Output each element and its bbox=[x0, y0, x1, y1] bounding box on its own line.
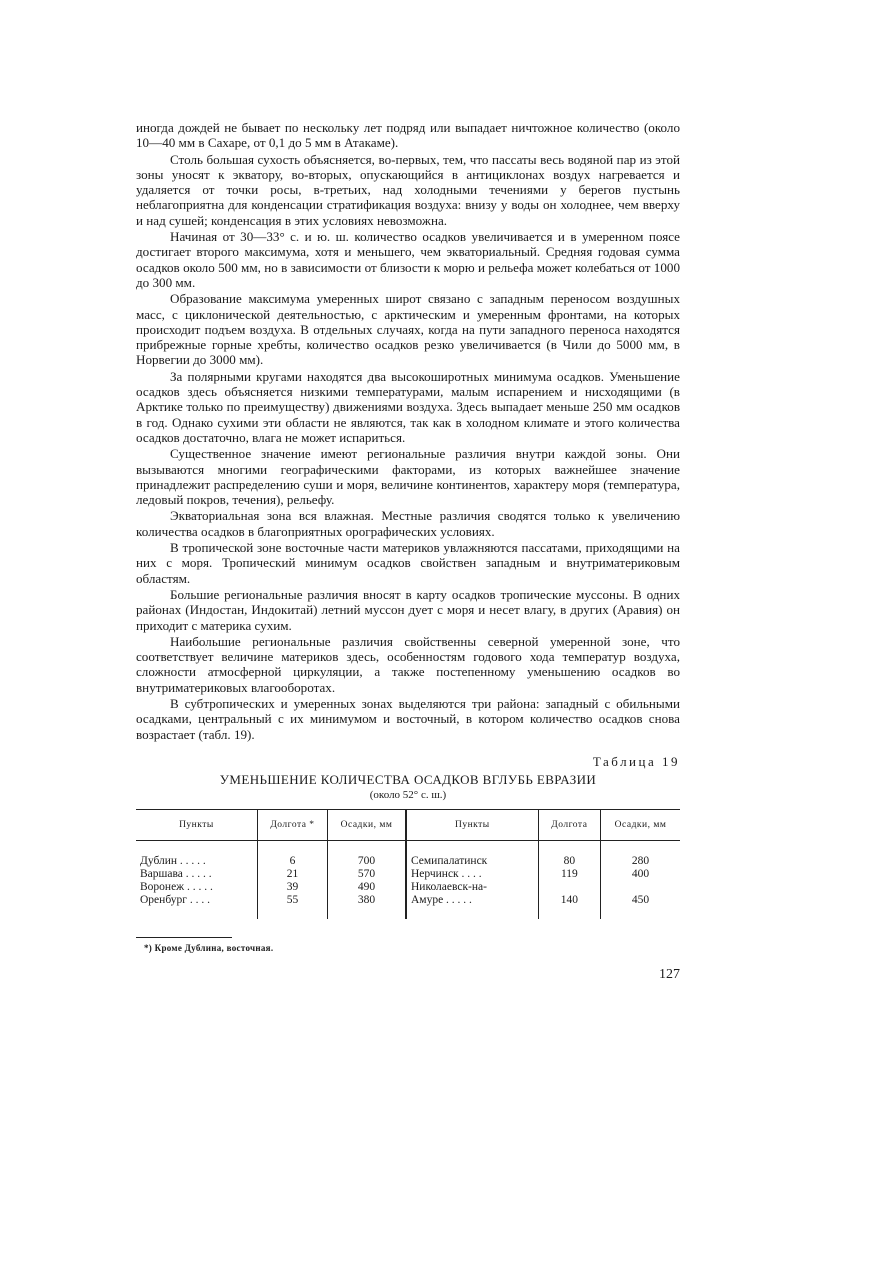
table-header-row bbox=[136, 809, 680, 840]
footnote: *) Кроме Дублина, восточная. bbox=[144, 942, 274, 953]
table-cell-l-lon: 21 bbox=[257, 868, 327, 881]
paragraph: Большие региональные различия вносят в карту осадков тропические муссоны. В одних районах (Индостан, Индокитай) летний муссон дует с моря и несет влагу, в других (Аравия) он приходит с материка сухим. bbox=[136, 586, 680, 633]
precipitation-table bbox=[136, 809, 680, 919]
table-cell-l-pr: 490 bbox=[328, 881, 406, 894]
header-precip-right: Осадки, мм bbox=[601, 809, 680, 840]
table-cell-r-pr: 400 bbox=[601, 868, 680, 881]
paragraph: Образование максимума умеренных широт связано с западным переносом воздушных масс, с циклонической деятельностью, с арктическим и умеренным фронтами, на которых происходит подъем воздуха. В отдельных случаях, когда на пути западного переноса находятся прибрежные горные хребты, количество осадков резко увеличивается (в Чили до 5000 мм, в Норвегии до 3000 мм). bbox=[136, 291, 680, 368]
table-title: УМЕНЬШЕНИЕ КОЛИЧЕСТВА ОСАДКОВ ВГЛУБЬ ЕВРАЗИИ bbox=[219, 771, 597, 787]
table-cell-r-name: Амуре . . . . . bbox=[406, 894, 538, 919]
table-cell-l-pr: 380 bbox=[328, 894, 406, 919]
table-cell-r-pr bbox=[601, 881, 680, 894]
paragraph: Столь большая сухость объясняется, во-первых, тем, что пассаты весь водяной пар из этой зоны уносят к экватору, во-вторых, опускающийся в антициклонах воздух нагревается и удаляется от точки росы, в-третьих, над холодными течениями у берегов пустынь неблагоприятна для конденсации стратификация воздуха: внизу у воды он холоднее, чем вверху и над сушей; конденсация в этих условиях невозможна. bbox=[136, 151, 680, 228]
table-cell-l-pr: 570 bbox=[328, 868, 406, 881]
table-cell-l-pr: 700 bbox=[328, 840, 406, 868]
table-cell-l-name: Варшава . . . . . bbox=[140, 867, 212, 880]
header-longitude-right: Долгота bbox=[538, 809, 600, 840]
table-caption: Таблица 19 bbox=[592, 753, 680, 769]
table-cell-l-lon: 55 bbox=[257, 894, 327, 919]
paragraph: В субтропических и умеренных зонах выделяются три района: западный с обильными осадками, центральный с их минимумом и восточный, в котором количество осадков снова возрастает (табл. 19). bbox=[136, 695, 680, 742]
paragraph: За полярными кругами находятся два высокоширотных минимума осадков. Уменьшение осадков здесь объясняется низкими температурами, малым испарением и нисходящими (в Арктике только по преимуществу) движениями воздуха. Здесь выпадает меньше 250 мм осадков в год. Однако сухими эти области не являются, так как в холодном климате и этого количества осадков достаточно, влага не может испариться. bbox=[136, 368, 680, 445]
header-points-right: Пункты bbox=[406, 809, 538, 840]
table-cell-l-name: Воронеж . . . . . bbox=[140, 880, 213, 893]
table-cell-r-name: Семипалатинск bbox=[406, 840, 538, 868]
body-text bbox=[136, 120, 680, 742]
table-cell-l-lon: 39 bbox=[257, 881, 327, 894]
table-cell-l-lon: 6 bbox=[257, 840, 327, 868]
table-cell-l-name: Дублин . . . . . bbox=[140, 854, 206, 867]
table-cell-r-lon: 140 bbox=[538, 894, 600, 919]
table-subtitle: (около 52° с. ш.) bbox=[369, 788, 447, 801]
paragraph: Экваториальная зона вся влажная. Местные различия сводятся только к увеличению количества осадков в благоприятных орографических условиях. bbox=[136, 508, 680, 539]
table-cell-r-lon bbox=[538, 881, 600, 894]
paragraph: Начиная от 30—33° с. и ю. ш. количество осадков увеличивается и в умеренном поясе достигает второго максимума, хотя и меньшего, чем экваториальный. Средняя годовая сумма осадков около 500 мм, но в зависимости от близости к морю и рельефа может колебаться от 1000 до 300 мм. bbox=[136, 229, 680, 290]
table-row bbox=[136, 868, 680, 881]
footnote-rule bbox=[136, 937, 232, 938]
table-cell-r-pr: 450 bbox=[601, 894, 680, 919]
table-cell-r-name: Нерчинск . . . . bbox=[406, 868, 538, 881]
header-longitude-left: Долгота * bbox=[257, 809, 327, 840]
table-cell-r-name: Николаевск-на- bbox=[406, 881, 538, 894]
page-content bbox=[136, 120, 680, 983]
paragraph: Наибольшие региональные различия свойственны северной умеренной зоне, что соответствует величине материков здесь, особенностям годового хода температур воздуха, сложности атмосферной циркуляции, а также постепенному уменьшению осадков во внутриматериковых влагооборотах. bbox=[136, 633, 680, 695]
table-cell-r-lon: 119 bbox=[538, 868, 600, 881]
header-points-left: Пункты bbox=[136, 809, 257, 840]
table-row bbox=[136, 840, 680, 868]
paragraph: иногда дождей не бывает по нескольку лет подряд или выпадает ничтожное количество (около 10—40 мм в Сахаре, от 0,1 до 5 мм в Атакаме). bbox=[136, 120, 680, 151]
paragraph: Существенное значение имеют региональные различия внутри каждой зоны. Они вызываются многими географическими факторами, из которых важнейшее значение принадлежит распределению суши и моря, величине континентов, характеру моря (температура, ледовый покров, течения), рельефу. bbox=[136, 446, 680, 508]
table-cell-r-pr: 280 bbox=[601, 840, 680, 868]
page-number: 127 bbox=[659, 966, 680, 982]
table-row bbox=[136, 881, 680, 894]
table-row bbox=[136, 894, 680, 919]
table-cell-l-name: Оренбург . . . . bbox=[140, 893, 210, 906]
header-precip-left: Осадки, мм bbox=[328, 809, 406, 840]
paragraph: В тропической зоне восточные части материков увлажняются пассатами, приходящими на них с моря. Тропический минимум осадков свойствен западным и внутриматериковым областям. bbox=[136, 540, 680, 586]
table-cell-r-lon: 80 bbox=[538, 840, 600, 868]
